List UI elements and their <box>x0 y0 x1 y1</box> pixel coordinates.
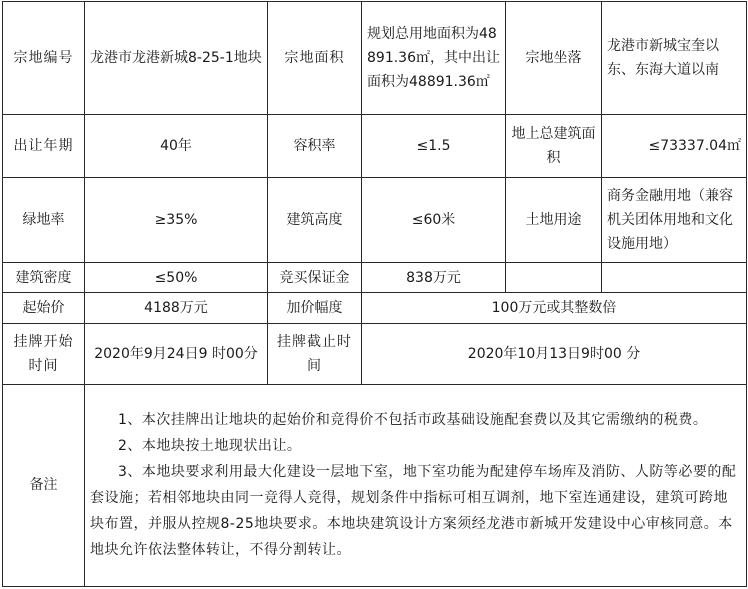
listing-start-value: 2020年9月24日9 时00分 <box>85 323 268 384</box>
density-value: ≤50% <box>85 263 268 293</box>
remark-item-1: 1、本次挂牌出让地块的起始价和竞得价不包括市政基础设施配套费以及其它需缴纳的税费。 <box>118 412 708 429</box>
area-label: 宗地面积 <box>268 2 362 115</box>
table-row-term <box>3 115 747 178</box>
increment-label: 加价幅度 <box>268 293 362 323</box>
table-row-price <box>3 293 747 323</box>
table-row-density <box>3 263 747 293</box>
remarks-content <box>85 384 747 586</box>
height-label: 建筑高度 <box>268 178 362 263</box>
location-label: 宗地坐落 <box>506 2 602 115</box>
deposit-label: 竞买保证金 <box>268 263 362 293</box>
floor-area-label: 地上总建筑面积 <box>506 115 602 178</box>
green-label: 绿地率 <box>3 178 85 263</box>
deposit-value: 838万元 <box>362 263 506 293</box>
use-value: 商务金融用地（兼容机关团体用地和文化设施用地） <box>602 178 747 263</box>
far-value: ≤1.5 <box>362 115 506 178</box>
table-row-green <box>3 178 747 263</box>
term-value: 40年 <box>85 115 268 178</box>
start-price-label: 起始价 <box>3 293 85 323</box>
green-value: ≥35% <box>85 178 268 263</box>
height-value: ≤60米 <box>362 178 506 263</box>
start-price-value: 4188万元 <box>85 293 268 323</box>
term-label: 出让年期 <box>3 115 85 178</box>
table-row-parcel <box>3 2 747 115</box>
listing-end-label: 挂牌截止时间 <box>268 323 362 384</box>
empty-cell <box>602 263 747 293</box>
far-label: 容积率 <box>268 115 362 178</box>
empty-cell <box>506 263 602 293</box>
floor-area-value: ≤73337.04㎡ <box>602 115 747 178</box>
listing-start-label: 挂牌开始时间 <box>3 323 85 384</box>
parcel-no-label: 宗地编号 <box>3 2 85 115</box>
table-row-listing <box>3 323 747 384</box>
table-row-remarks <box>3 384 747 586</box>
remark-item-3: 3、本地块要求利用最大化建设一层地下室，地下室功能为配建停车场库及消防、人防等必要的配套设施；若相邻地块由同一竞得人竞得，规划条件中指标可相互调剂，地下室连通建设，建筑可跨地块布置，并服从控规8-25地块要求。本地块建筑设计方案须经龙港市新城开发建设中心审核同意。本地块允许依法整体转让，不得分割转让。 <box>90 464 737 559</box>
density-label: 建筑密度 <box>3 263 85 293</box>
increment-value: 100万元或其整数倍 <box>362 293 747 323</box>
remarks-label: 备注 <box>3 384 85 586</box>
use-label: 土地用途 <box>506 178 602 263</box>
listing-end-value: 2020年10月13日9时00 分 <box>362 323 747 384</box>
land-parcel-table <box>2 1 747 587</box>
parcel-no-value: 龙港市龙港新城8-25-1地块 <box>85 2 268 115</box>
area-value: 规划总用地面积为48891.36㎡，其中出让面积为48891.36㎡ <box>362 2 506 115</box>
location-value: 龙港市新城宝奎以东、东海大道以南 <box>602 2 747 115</box>
remark-item-2: 2、本地块按土地现状出让。 <box>118 438 302 455</box>
